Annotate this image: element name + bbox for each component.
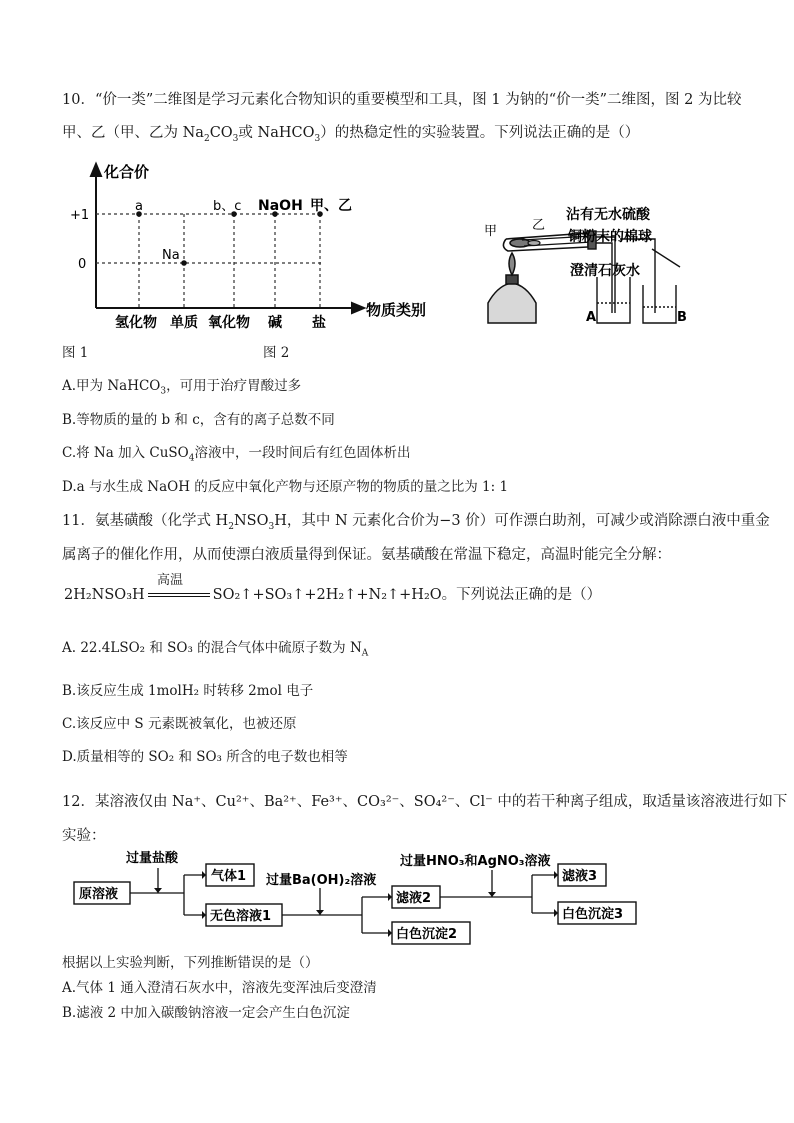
- q12-option-a: A.气体 1 通入澄清石灰水中，溶液先变浑浊后变澄清: [62, 980, 377, 996]
- label-gas-1: 气体1: [211, 869, 247, 884]
- q12-flowchart: [62, 848, 642, 948]
- label-naoh: NaOH: [258, 198, 303, 214]
- label-yi: 乙: [532, 218, 546, 233]
- x-axis-title: 物质类别: [366, 301, 427, 319]
- q10-option-a: A.甲为 NaHCO$_3$，可用于治疗胃酸过多: [62, 378, 302, 397]
- x-category-oxide: 氧化物: [208, 315, 250, 331]
- figure-2-thermal-stability-apparatus: [470, 195, 720, 335]
- x-category-element: 单质: [170, 315, 198, 331]
- x-category-salt: 盐: [312, 315, 326, 331]
- label-beaker-b: B: [677, 310, 687, 325]
- reaction-condition: 高温: [157, 573, 184, 588]
- q10-option-c: C.将 Na 加入 CuSO$_4$溶液中，一段时间后有红色固体析出: [62, 445, 411, 464]
- q11-option-b: B.该反应生成 1molH₂ 时转移 2mol 电子: [62, 683, 314, 699]
- step-excess-hcl: 过量盐酸: [126, 851, 179, 866]
- x-category-base: 碱: [268, 315, 282, 331]
- beaker-b: [643, 285, 676, 323]
- label-beaker-a: A: [586, 310, 597, 325]
- y-tick-plus1: +1: [70, 208, 90, 223]
- q11-stem-line2: 属离子的催化作用，从而使漂白液质量得到保证。氨基磺酸在常温下稳定，高温时能完全分解：: [62, 547, 671, 563]
- q10-stem-line1: 10．“价一类”二维图是学习元素化合物知识的重要模型和工具，图 1 为钠的“价一类”二维图，图 2 为比较: [62, 92, 742, 108]
- q11-option-a: A. 22.4LSO₂ 和 SO₃ 的混合气体中硫原子数为 $N_A$: [62, 640, 369, 659]
- q10-option-d: D.a 与水生成 NaOH 的反应中氧化产物与还原产物的物质的量之比为 1: 1: [62, 479, 509, 495]
- q10-option-b: B.等物质的量的 b 和 c，含有的离子总数不同: [62, 412, 335, 428]
- step-excess-baoh2: 过量Ba(OH)₂溶液: [266, 873, 377, 888]
- label-cotton-line2: 铜粉末的棉球: [568, 229, 652, 245]
- y-tick-0: 0: [78, 257, 87, 272]
- caption-figure-1: 图 1: [62, 345, 89, 361]
- q12-stem-line2: 实验：: [62, 828, 106, 844]
- beaker-a: [597, 277, 630, 323]
- q12-option-b: B.滤液 2 中加入碳酸钠溶液一定会产生白色沉淀: [62, 1005, 350, 1021]
- label-white-precipitate-3: 白色沉淀3: [562, 907, 624, 922]
- label-white-precipitate-2: 白色沉淀2: [396, 927, 458, 942]
- label-original-solution: 原溶液: [79, 887, 119, 902]
- label-jia-yi: 甲、乙: [310, 198, 352, 214]
- x-category-hydride: 氢化物: [115, 315, 157, 331]
- label-filtrate-2: 滤液2: [396, 891, 432, 906]
- label-na: Na: [162, 248, 180, 263]
- q11-option-c: C.该反应中 S 元素既被氧化，也被还原: [62, 716, 297, 732]
- label-colorless-solution-1: 无色溶液1: [210, 909, 272, 924]
- label-bc: b、c: [213, 199, 242, 214]
- q11-option-d: D.质量相等的 SO₂ 和 SO₃ 所含的电子数也相等: [62, 749, 348, 765]
- q12-stem-line3: 根据以上实验判断，下列推断错误的是（）: [62, 955, 319, 971]
- caption-figure-2: 图 2: [263, 345, 290, 361]
- label-jia: 甲: [484, 224, 498, 239]
- label-limewater: 澄清石灰水: [570, 263, 640, 279]
- reaction-equation: 2H₂NSO₃H SO₂↑+SO₃↑+2H₂↑+N₂↑+H₂O。下列说法正确的是（）: [64, 587, 602, 603]
- q12-stem-line1: 12．某溶液仅由 Na⁺、Cu²⁺、Ba²⁺、Fe³⁺、CO₃²⁻、SO₄²⁻、Cl⁻ 中的若干种离子组成，取适量该溶液进行如下: [62, 794, 788, 810]
- q11-stem-line1: 11．氨基磺酸（化学式 $H_2NSO_3H$，其中 N 元素化合价为−3 价）可作漂白助剂，可减少或消除漂白液中重金: [62, 513, 770, 532]
- point-na: [181, 260, 187, 266]
- label-a: a: [135, 199, 143, 214]
- figure-1-valence-class-diagram: [62, 160, 442, 332]
- q10-stem-line2: 甲、乙（甲、乙为 $Na_2CO_3$或 NaHCO$_3$）的热稳定性的实验装置。下列说法正确的是（）: [62, 125, 640, 144]
- alcohol-lamp: [488, 253, 536, 323]
- label-cotton-line1: 沾有无水硫酸: [566, 207, 650, 223]
- y-axis-title: 化合价: [104, 163, 150, 181]
- step-excess-hno3-agno3: 过量HNO₃和AgNO₃溶液: [400, 854, 551, 869]
- label-filtrate-3: 滤液3: [562, 869, 598, 884]
